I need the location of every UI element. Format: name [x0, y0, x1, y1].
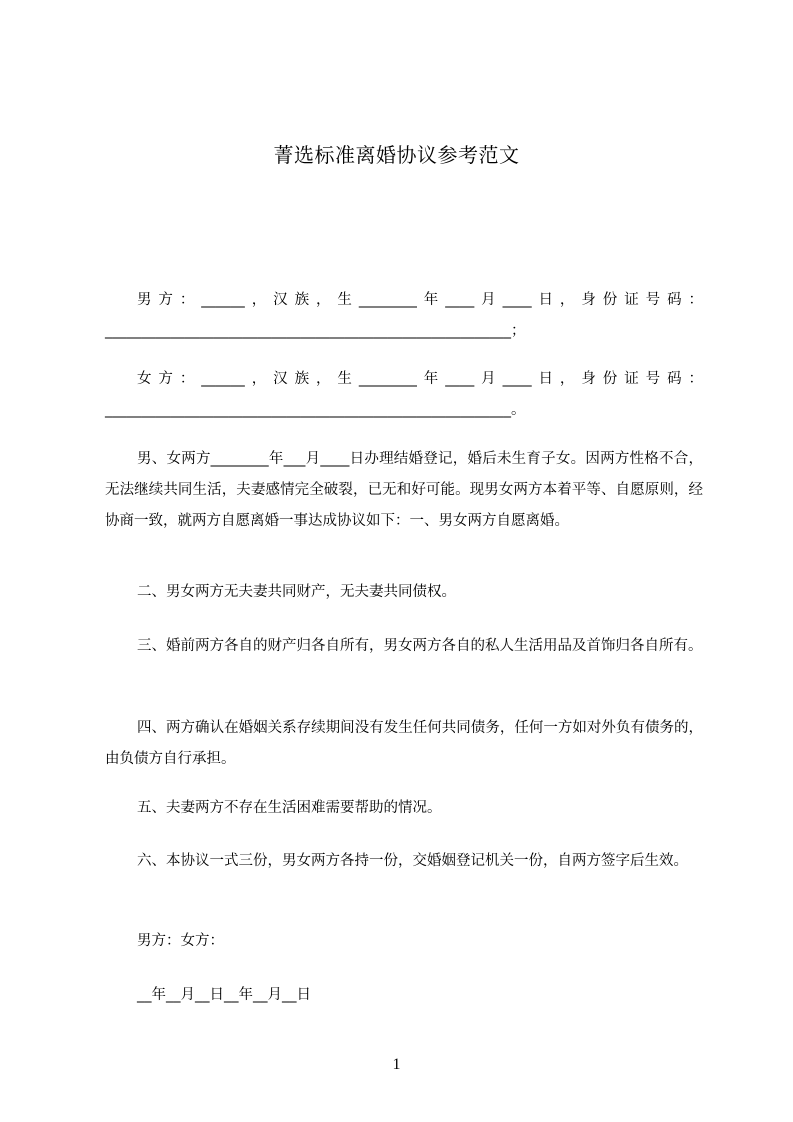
paragraph-female-party: 女方：______，汉族，生________年____月____日，身份证号码：________________________________________________________。 — [105, 371, 703, 418]
paragraph-male-party: 男方：______，汉族，生________年____月____日，身份证号码：________________________________________________________； — [105, 292, 703, 339]
page-number: 1 — [392, 1056, 401, 1073]
paragraph-clause-2: 二、男女两方无夫妻共同财产，无夫妻共同债权。 — [137, 584, 456, 600]
signature-line: 男方：女方： — [137, 933, 224, 949]
document-title: 菁选标准离婚协议参考范文 — [273, 143, 520, 167]
paragraph-clause-3: 三、婚前两方各自的财产归各自所有，男女两方各自的私人生活用品及首饰归各自所有。 — [137, 638, 703, 654]
paragraph-clause-4: 四、两方确认在婚姻关系存续期间没有发生任何共同债务，任何一方如对外负有债务的，由负债方自行承担。 — [105, 720, 703, 767]
paragraph-clause-6: 六、本协议一式三份，男女两方各持一份，交婚姻登记机关一份，自两方签字后生效。 — [137, 853, 688, 869]
paragraph-clause-5: 五、夫妻两方不存在生活困难需要帮助的情况。 — [137, 800, 442, 816]
date-line: __年__月__日__年__月__日 — [137, 987, 311, 1003]
paragraph-marriage-agreement: 男、女两方________年___月____日办理结婚登记，婚后未生育子女。因两方性格不合，无法继续共同生活，夫妻感情完全破裂，已无和好可能。现男女两方本着平等、自愿原则，经协商一致，就两方自愿离婚一事达成协议如下：一、男女两方自愿离婚。 — [105, 451, 703, 529]
